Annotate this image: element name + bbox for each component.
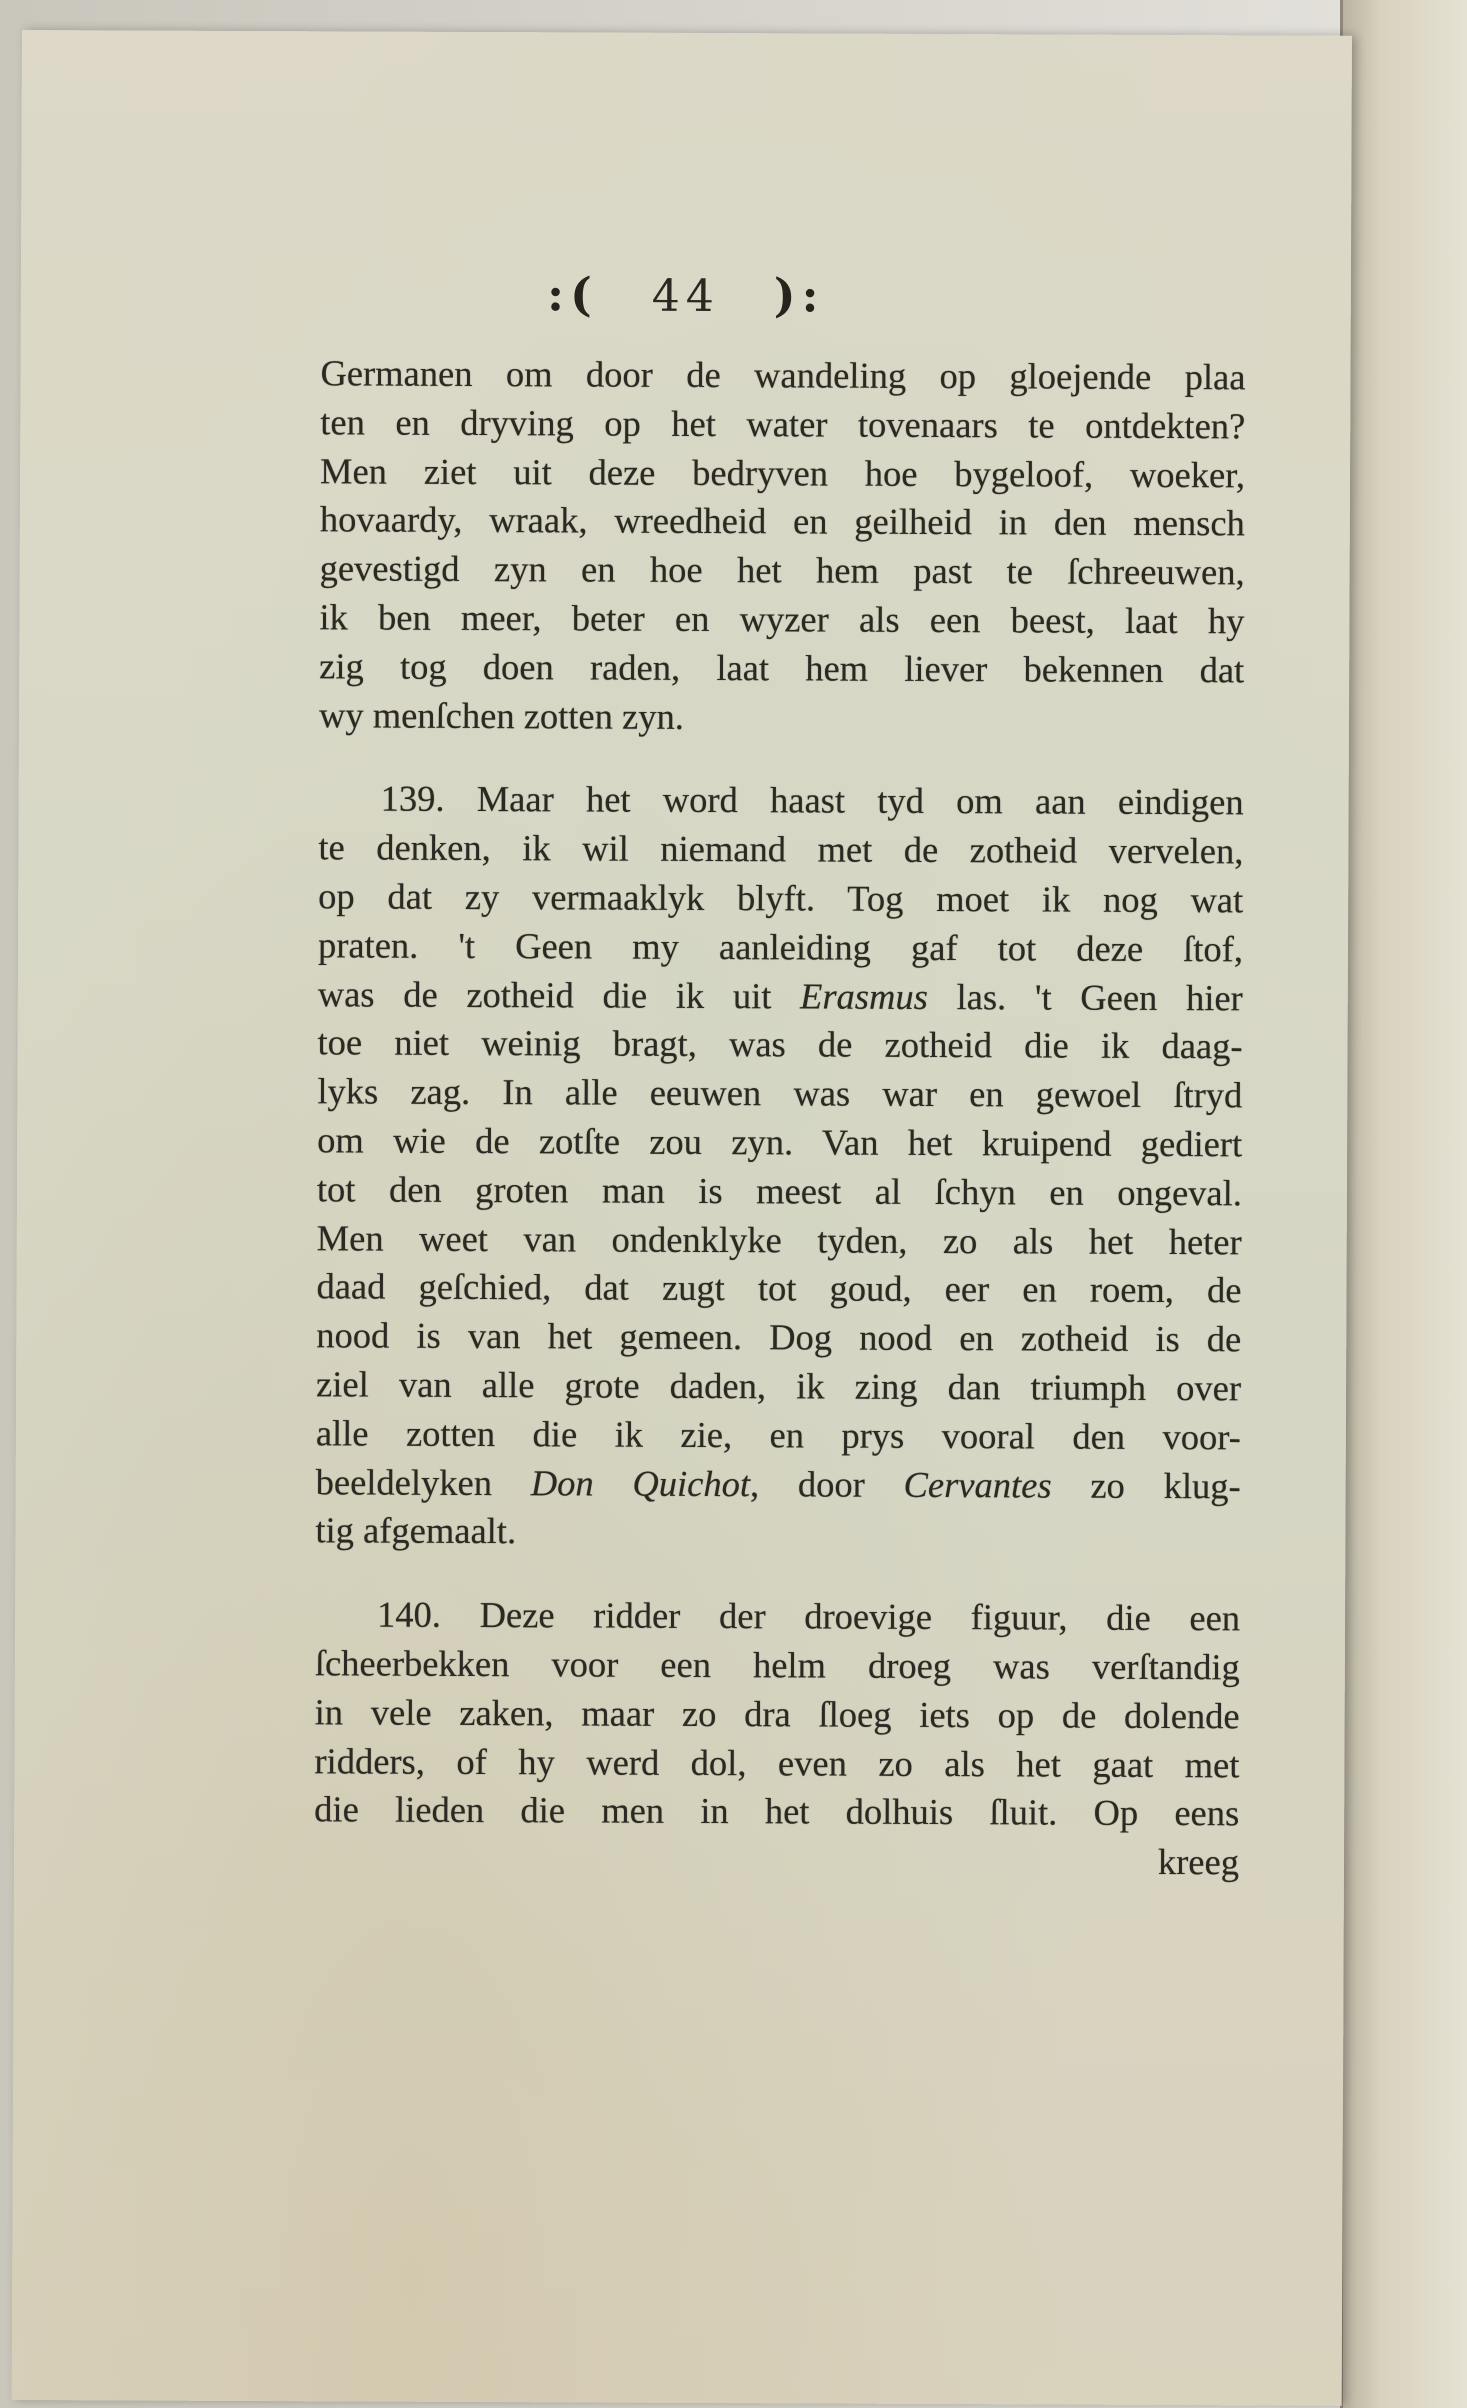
page-header [21, 265, 1351, 325]
text-line: ziel van alle grote daden, ik zing dan triumph over [316, 1363, 1242, 1409]
text-line: beeldelyken Don Quichot, door Cervantes zo klug- [315, 1460, 1241, 1506]
text-line: kreeg [1157, 1841, 1240, 1883]
ornament-right-icon: ): [773, 268, 825, 323]
adjacent-page-edge [1340, 0, 1467, 2408]
paragraph-gap [319, 740, 1244, 779]
text-line: ridders, of hy werd dol, even zo als het gaat met [314, 1739, 1240, 1785]
text-line: in vele zaken, maar zo dra ſloeg iets op de dolende [314, 1691, 1240, 1737]
text-line: ten en dryving op het water tovenaars te ontdekten? [320, 401, 1246, 447]
book-page [12, 30, 1352, 2406]
text-line: was de zotheid die ik uit Erasmus las. 't Geen hier [317, 972, 1243, 1018]
text-line: nood is van het gemeen. Dog nood en zotheid is de [316, 1314, 1242, 1360]
text-line: wy menſchen zotten zyn. [318, 693, 684, 737]
text-line: die lieden die men in het dolhuis ſluit. Op eens [314, 1788, 1240, 1834]
text-line: gevestigd zyn en hoe het hem past te ſchreeuwen, [319, 547, 1245, 593]
text-line: daad geſchied, dat zugt tot goud, eer en roem, de [316, 1265, 1242, 1311]
text-line: Men ziet uit deze bedryven hoe bygeloof, woeker, [319, 449, 1246, 495]
text-line: op dat zy vermaaklyk blyft. Tog moet ik nog wat [318, 875, 1244, 921]
ornament-left-icon: :( [546, 267, 598, 322]
text-line: tig afgemaalt. [315, 1509, 517, 1552]
text-line: ik ben meer, beter en wyzer als een beest, laat hy [319, 596, 1245, 642]
text-line: Men weet van ondenklyke tyden, zo als het heter [316, 1216, 1242, 1262]
text-line: tot den groten man is meest al ſchyn en ongeval. [316, 1168, 1243, 1214]
text-line: zig tog doen raden, laat hem liever bekennen dat [319, 645, 1245, 691]
body-text [314, 349, 1246, 1887]
page-number: 44 [651, 270, 720, 323]
text-line: om wie de zotſte zou zyn. Van het kruipend gediert [317, 1119, 1243, 1165]
text-line: lyks zag. In alle eeuwen was war en gewoel ſtryd [317, 1070, 1243, 1116]
paragraph-gap [315, 1555, 1240, 1594]
text-line: 139. Maar het word haast tyd om aan eindigen [380, 777, 1244, 823]
text-line: ſcheerbekken voor een helm droeg was verſtandig [314, 1642, 1240, 1688]
text-line: Germanen om door de wandeling op gloejende plaa [320, 352, 1246, 398]
text-line: hovaardy, wraak, wreedheid en geilheid in den mensch [319, 498, 1245, 544]
text-line: toe niet weinig bragt, was de zotheid die ik daag- [317, 1021, 1243, 1067]
text-line: 140. Deze ridder der droevige figuur, die een [377, 1593, 1241, 1639]
text-line: te denken, ik wil niemand met de zotheid vervelen, [318, 826, 1244, 872]
text-line: alle zotten die ik zie, en prys vooral den voor- [315, 1412, 1241, 1458]
text-line: praten. 't Geen my aanleiding gaf tot deze ſtof, [317, 924, 1244, 970]
